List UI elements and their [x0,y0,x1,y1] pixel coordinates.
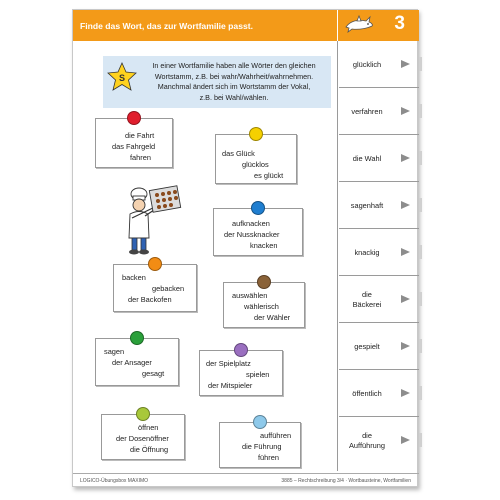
card-word: die Führung [242,442,282,451]
card-word: fahren [130,153,151,162]
card-word: gesagt [142,369,165,378]
baker-illustration [123,182,183,256]
answer-word: die Wahl [352,153,382,163]
card-word: der Ansager [112,358,152,367]
card-word: der Backofen [128,295,172,304]
word-family-card [215,134,297,184]
word-family-card [101,414,185,460]
card-word: die Fahrt [125,131,155,140]
slider-notch [419,386,422,400]
answer-slot[interactable] [339,135,419,182]
shark-icon [344,13,374,37]
slider-notch [419,433,422,447]
card-word: das Fahrgeld [112,142,156,151]
card-word: sagen [104,347,125,356]
slider-notch [419,104,422,118]
arrow-right-icon [401,154,410,162]
answer-slot[interactable] [339,276,419,323]
footer-left: LOGICO-Übungsbox MAXIMO [80,478,149,484]
sidebar-divider [337,41,338,471]
arrow-right-icon [401,60,410,68]
card-word: knacken [250,241,278,250]
card-word: aufführen [260,431,292,440]
card-word: gebacken [152,284,185,293]
worksheet-page [72,9,418,487]
color-pin [130,331,144,345]
card-number: 3 [394,13,405,34]
card-word: der Nussknacker [224,230,280,239]
card-word: es glückt [254,171,284,180]
word-family-card [95,338,179,386]
color-pin [148,257,162,271]
color-pin [249,127,263,141]
answer-slot[interactable] [339,88,419,135]
answer-slot[interactable] [339,41,419,88]
footer-right: 3885 – Rechtschreibung 3/4 · Wortbausteine, Wortfamilien [281,478,411,484]
color-pin [253,415,267,429]
card-word: glücklos [242,160,269,169]
answer-word: knackig [354,247,380,257]
arrow-right-icon [401,107,410,115]
answer-slot[interactable] [339,370,419,417]
color-pin [234,343,248,357]
task-banner [73,10,337,41]
word-family-card [199,350,283,396]
card-word: führen [258,453,279,462]
info-line-3: Manchmal ändert sich im Wortstamm der Vokal, [157,82,311,92]
arrow-right-icon [401,201,410,209]
card-word: spielen [246,370,270,379]
card-word: backen [122,273,146,282]
answer-word: gespielt [354,341,380,351]
slider-notch [419,292,422,306]
answer-slot[interactable] [339,229,419,276]
arrow-right-icon [401,248,410,256]
card-word: aufknacken [232,219,270,228]
task-title: Finde das Wort, das zur Wortfamilie passt. [80,20,254,31]
card-word: der Dosenöffner [116,434,169,443]
answer-word: die Bäckerei [352,289,382,309]
color-pin [257,275,271,289]
arrow-right-icon [401,295,410,303]
answer-word: sagenhaft [350,200,384,210]
word-family-card [95,118,173,168]
info-line-2: Wortstamm, z.B. bei wahr/Wahrheit/wahrnehmen. [154,71,314,81]
color-pin [136,407,150,421]
slider-notch [419,57,422,71]
card-word: der Mitspieler [208,381,253,390]
color-pin [251,201,265,215]
card-word: auswählen [232,291,268,300]
slider-notch [419,151,422,165]
card-word: die Öffnung [130,445,169,454]
answer-word: die Aufführung [348,430,386,450]
page-footer [73,473,419,488]
answer-word: verfahren [351,106,383,116]
answer-word: öffentlich [352,388,382,398]
arrow-right-icon [401,342,410,350]
info-line-1: In einer Wortfamilie haben alle Wörter den gleichen [152,61,316,70]
card-number-box [337,10,419,41]
slider-notch [419,198,422,212]
word-family-card [113,264,197,312]
answer-slot[interactable] [339,182,419,229]
arrow-right-icon [401,389,410,397]
answer-sidebar [339,41,419,471]
card-word: öffnen [138,423,159,432]
info-box [103,56,331,108]
card-word: wählerisch [244,302,279,311]
star-icon [107,62,137,92]
arrow-right-icon [401,436,410,444]
word-family-card [223,282,305,328]
answer-slot[interactable] [339,323,419,370]
answer-slot[interactable] [339,417,419,464]
color-pin [127,111,141,125]
card-word: das Glück [222,149,255,158]
card-word: der Spielplatz [206,359,251,368]
card-word: der Wähler [254,313,291,322]
answer-word: glücklich [352,59,382,69]
slider-notch [419,339,422,353]
word-family-card [213,208,303,256]
info-line-4: z.B. bei Wahl/wählen. [199,92,269,102]
svg-text:S: S [118,73,126,83]
word-family-card [219,422,301,468]
slider-notch [419,245,422,259]
info-text [141,61,327,103]
